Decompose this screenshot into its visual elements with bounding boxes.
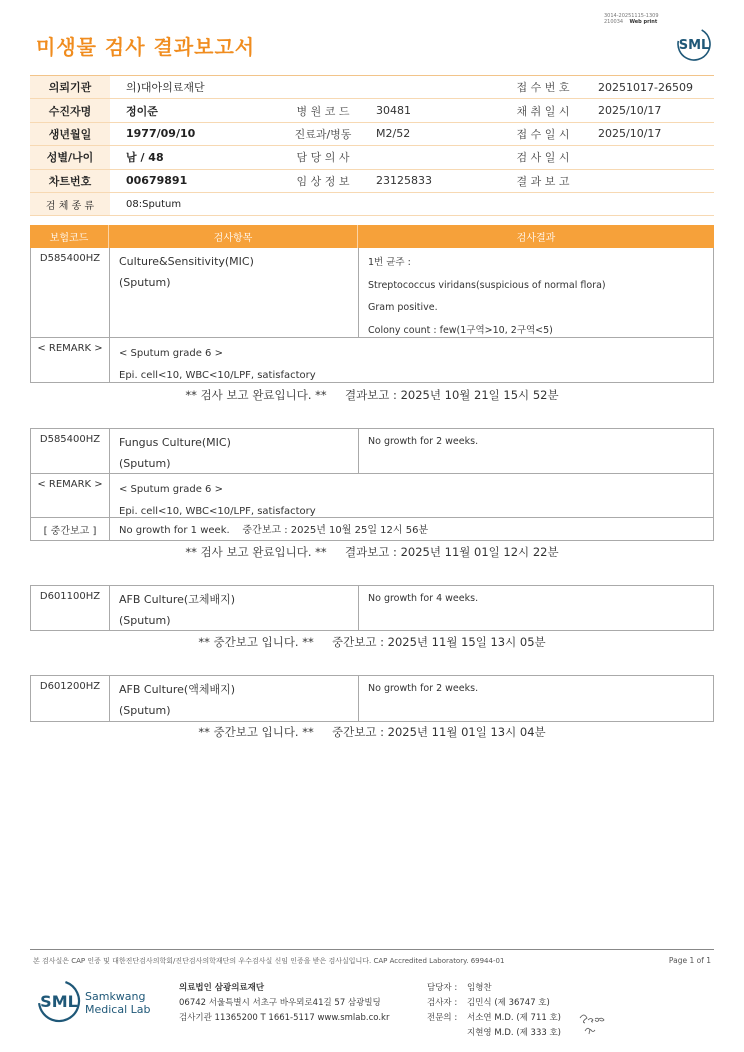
info-value: M2/52 xyxy=(376,127,411,141)
test-specimen: (Sputum) xyxy=(119,275,171,289)
sml-logo-icon xyxy=(676,26,712,62)
staff-value: 서소연 M.D. (제 711 호) xyxy=(467,1013,562,1023)
info-label: 검 사 일 시 xyxy=(516,151,570,165)
test-result xyxy=(359,248,713,337)
test-result xyxy=(359,586,713,630)
brand-line2: Medical Lab xyxy=(85,1003,151,1016)
test-result xyxy=(359,429,713,473)
organization-info xyxy=(179,981,389,1026)
samkwang-logo-icon xyxy=(36,978,82,1024)
report-time: 결과보고 : 2025년 10월 21일 15시 52분 xyxy=(344,388,559,402)
staff-row xyxy=(427,981,561,996)
info-label: 담 당 의 사 xyxy=(296,151,350,165)
remark-body xyxy=(110,338,713,382)
staff-label: 담당자 : xyxy=(427,983,458,993)
info-row xyxy=(30,170,714,193)
test-name: AFB Culture(고체배지) xyxy=(119,593,236,606)
remark-body xyxy=(110,474,713,517)
remark-line: Epi. cell<10, WBC<10/LPF, satisfactory xyxy=(119,506,316,517)
staff-value: 지현영 M.D. (제 333 호) xyxy=(467,1028,562,1038)
info-value: 2025/10/17 xyxy=(598,127,662,141)
web-print-label: Web print xyxy=(629,19,658,25)
status-text: ** 검사 보고 완료입니다. ** xyxy=(185,545,327,559)
test-name: Culture&Sensitivity(MIC) xyxy=(119,255,254,268)
info-value: 1977/09/10 xyxy=(126,127,196,141)
status-text: ** 중간보고 입니다. ** xyxy=(198,635,314,649)
result-line: Gram positive. xyxy=(368,302,438,313)
org-name: 의료법인 삼광의료재단 xyxy=(179,983,265,993)
remark-line: < Sputum grade 6 > xyxy=(119,348,223,359)
org-address: 06742 서울특별시 서초구 바우뫼로41길 57 삼광빌딩 xyxy=(179,998,381,1008)
info-value: 남 / 48 xyxy=(126,151,164,165)
document-code-line2: 210034 xyxy=(604,19,624,25)
column-header-item: 검사항목 xyxy=(109,225,358,248)
document-code xyxy=(604,13,659,25)
test-name-cell xyxy=(110,248,359,337)
info-label: 결 과 보 고 xyxy=(516,174,570,188)
brand-line1: Samkwang xyxy=(85,990,146,1003)
document-code-line1: 3014-20251115-1309 xyxy=(604,13,659,19)
remark-row xyxy=(31,474,713,518)
info-label: 차트번호 xyxy=(30,170,110,192)
report-status xyxy=(0,634,744,650)
info-label: 성별/나이 xyxy=(30,146,110,168)
test-name-cell xyxy=(110,429,359,473)
test-name-cell xyxy=(110,676,359,721)
info-label: 병 원 코 드 xyxy=(296,104,350,118)
staff-label xyxy=(427,1026,467,1041)
info-label: 의뢰기관 xyxy=(30,76,110,98)
result-line: No growth for 2 weeks. xyxy=(368,683,479,694)
svg-text:SML: SML xyxy=(678,38,710,53)
info-row xyxy=(30,146,714,169)
test-row xyxy=(31,586,713,630)
info-value: 08:Sputum xyxy=(126,198,182,210)
staff-row xyxy=(427,1026,561,1041)
info-row xyxy=(30,123,714,146)
signature-icon xyxy=(577,1009,607,1039)
test-result xyxy=(359,676,713,721)
info-row xyxy=(30,193,714,216)
info-label: 접 수 번 호 xyxy=(516,81,570,95)
info-label: 채 취 일 시 xyxy=(516,104,570,118)
page-number: Page 1 of 1 xyxy=(668,956,711,965)
test-block xyxy=(30,428,714,541)
info-value: 20251017-26509 xyxy=(598,80,693,94)
test-name-cell xyxy=(110,586,359,630)
patient-info-table xyxy=(30,75,714,216)
interim-label: [ 중간보고 ] xyxy=(31,518,110,540)
test-code: D601100HZ xyxy=(31,586,110,630)
info-label: 수진자명 xyxy=(30,99,110,121)
info-value: 정이준 xyxy=(126,104,158,118)
report-time: 결과보고 : 2025년 11월 01일 12시 22분 xyxy=(344,545,559,559)
remark-label: < REMARK > xyxy=(31,338,110,382)
info-label: 진료과/병동 xyxy=(294,127,352,141)
report-status xyxy=(0,544,744,560)
staff-value: 김민식 (제 36747 호) xyxy=(467,998,550,1008)
staff-list xyxy=(427,981,561,1041)
info-row xyxy=(30,99,714,122)
test-row xyxy=(31,676,713,721)
test-block xyxy=(30,248,714,383)
info-value: 30481 xyxy=(376,104,411,118)
svg-text:SML: SML xyxy=(40,992,78,1011)
info-label: 검 체 종 류 xyxy=(30,193,110,215)
staff-row xyxy=(427,996,561,1011)
interim-row xyxy=(31,518,713,540)
results-table-header xyxy=(30,225,714,248)
status-text: ** 중간보고 입니다. ** xyxy=(198,725,314,739)
footer-divider xyxy=(30,949,714,950)
test-row xyxy=(31,248,713,338)
column-header-code: 보험코드 xyxy=(30,225,109,248)
remark-line: < Sputum grade 6 > xyxy=(119,484,223,495)
result-line: Streptococcus viridans(suspicious of normal flora) xyxy=(368,279,606,291)
test-block xyxy=(30,675,714,722)
report-time: 중간보고 : 2025년 11월 15일 13시 05분 xyxy=(332,635,546,649)
remark-label: < REMARK > xyxy=(31,474,110,517)
info-value: 00679891 xyxy=(126,174,188,188)
test-row xyxy=(31,429,713,474)
staff-label: 검사자 : xyxy=(427,998,458,1008)
staff-label: 전문의 : xyxy=(427,1013,458,1023)
info-value: 2025/10/17 xyxy=(598,104,662,118)
info-label: 생년월일 xyxy=(30,123,110,145)
test-specimen: (Sputum) xyxy=(119,456,171,470)
staff-value: 임형찬 xyxy=(467,983,492,993)
test-code: D585400HZ xyxy=(31,248,110,337)
info-value: 의)대아의료재단 xyxy=(126,81,205,95)
column-header-result: 검사결과 xyxy=(516,233,556,244)
result-line: Colony count : few(1구역>10, 2구역<5) xyxy=(368,324,553,336)
org-contact: 검사기관 11365200 T 1661-5117 www.smlab.co.kr xyxy=(179,1013,390,1023)
info-row xyxy=(30,76,714,99)
test-block xyxy=(30,585,714,631)
info-label: 접 수 일 시 xyxy=(516,127,570,141)
report-status xyxy=(0,724,744,740)
result-line: No growth for 4 weeks. xyxy=(368,593,479,604)
test-code: D601200HZ xyxy=(31,676,110,721)
staff-row xyxy=(427,1011,561,1026)
accreditation-note: 본 검사실은 CAP 인증 및 대한진단검사의학회/진단검사의학재단의 우수검사실 신임 인증을 받은 검사실입니다. CAP Accredited Laboratory. 69944-01 xyxy=(33,957,505,965)
test-specimen: (Sputum) xyxy=(119,613,171,627)
remark-row xyxy=(31,338,713,382)
result-line: No growth for 2 weeks. xyxy=(368,436,479,447)
remark-line: Epi. cell<10, WBC<10/LPF, satisfactory xyxy=(119,370,316,381)
report-time: 중간보고 : 2025년 11월 01일 13시 04분 xyxy=(332,725,546,739)
info-label: 임 상 정 보 xyxy=(296,174,350,188)
brand-name xyxy=(85,990,151,1016)
info-value: 23125833 xyxy=(376,174,432,188)
result-line: 1번 균주 : xyxy=(368,257,411,268)
test-name: Fungus Culture(MIC) xyxy=(119,436,231,449)
test-code: D585400HZ xyxy=(31,429,110,473)
interim-text: No growth for 1 week. 중간보고 : 2025년 10월 25일 12시 56분 xyxy=(119,525,429,536)
test-specimen: (Sputum) xyxy=(119,703,171,717)
page-title: 미생물 검사 결과보고서 xyxy=(36,35,256,59)
report-status xyxy=(0,387,744,403)
status-text: ** 검사 보고 완료입니다. ** xyxy=(185,388,327,402)
test-name: AFB Culture(액체배지) xyxy=(119,683,236,696)
